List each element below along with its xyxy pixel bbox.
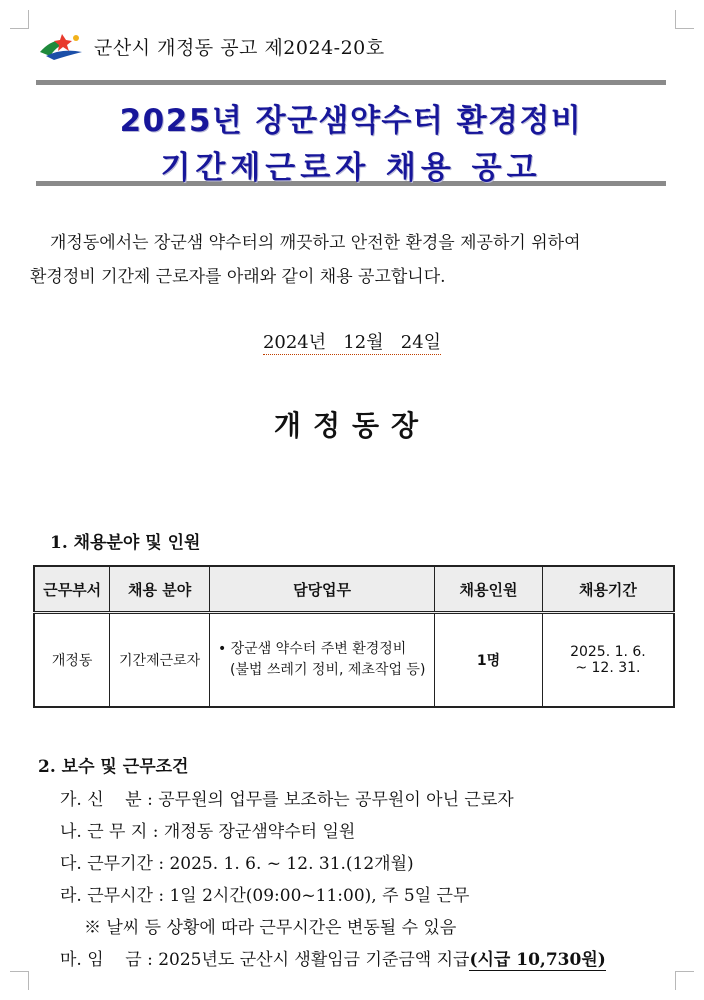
section-2-title-text: 2. 보수 및 근무조건 [38, 757, 189, 777]
section-1-title [50, 528, 200, 553]
list-item [60, 944, 606, 976]
cell-period [542, 613, 674, 708]
condition-label: 라. 근무시간 : [60, 886, 165, 906]
section-1-title-text: 1. 채용분야 및 인원 [50, 533, 201, 553]
notice-date [0, 328, 704, 354]
condition-value: 개정동 장군샘약수터 일원 [163, 822, 356, 842]
title-box [36, 80, 666, 186]
notice-number: 군산시 개정동 공고 제2024-20호 [94, 36, 385, 59]
city-logo-icon [36, 30, 86, 62]
cell-count: 1명 [435, 613, 543, 708]
period-line-2: ~ 12. 31. [575, 660, 641, 676]
condition-note: ※ 날씨 등 상황에 따라 근무시간은 변동될 수 있음 [84, 918, 457, 938]
list-item [60, 784, 606, 816]
condition-value: 공무원의 업무를 보조하는 공무원이 아닌 근로자 [158, 790, 514, 810]
condition-label: 마. 임 금 : [60, 950, 153, 970]
crop-mark-bottom-left [10, 971, 29, 990]
condition-label: 나. 근 무 지 : [60, 822, 159, 842]
crop-mark-top-left [10, 10, 29, 29]
condition-label: 가. 신 분 : [60, 790, 153, 810]
list-item [60, 848, 606, 880]
signatory: 개정동장 [273, 409, 431, 442]
title-line-2: 기간제근로자 채용 공고 [160, 150, 542, 186]
cell-field: 기간제근로자 [110, 613, 210, 708]
condition-label: 다. 근무기간 : [60, 854, 165, 874]
list-item [60, 816, 606, 848]
condition-value: 2025년도 군산시 생활임금 기준금액 지급 [158, 950, 470, 970]
table-row [34, 613, 674, 708]
duty-line-2: (불법 쓰레기 정비, 제초작업 등) [229, 662, 426, 678]
wage-emphasis: (시급 10,730원) [469, 950, 606, 970]
condition-value: 1일 2시간(09:00~11:00), 주 5일 근무 [169, 886, 470, 906]
table-header-row [34, 566, 674, 613]
col-header-field: 채용 분야 [110, 566, 210, 613]
conditions-list [60, 784, 606, 976]
section-2-title [38, 752, 188, 777]
notice-header [36, 30, 385, 62]
list-item [60, 880, 606, 912]
duty-line-1: • 장군샘 약수터 주변 환경정비 [217, 641, 407, 657]
list-item-note [60, 912, 606, 944]
period-line-1: 2025. 1. 6. [570, 644, 646, 660]
title-line-1: 2025년 장군샘약수터 환경정비 [119, 103, 583, 139]
intro-line-1: 개정동에서는 장군샘 약수터의 깨끗하고 안전한 환경을 제공하기 위하여 [50, 233, 581, 253]
crop-mark-top-right [675, 10, 694, 29]
col-header-period: 채용기간 [542, 566, 674, 613]
col-header-dept: 근무부서 [34, 566, 110, 613]
col-header-count: 채용인원 [435, 566, 543, 613]
intro-paragraph [30, 226, 680, 294]
col-header-duty: 담당업무 [209, 566, 434, 613]
condition-value: 2025. 1. 6. ~ 12. 31.(12개월) [169, 854, 414, 874]
cell-dept: 개정동 [34, 613, 110, 708]
notice-date-text: 2024년 12월 24일 [262, 332, 442, 353]
recruitment-table [33, 565, 675, 708]
intro-line-2: 환경정비 기간제 근로자를 아래와 같이 채용 공고합니다. [30, 267, 446, 287]
crop-mark-bottom-right [675, 971, 694, 990]
cell-duty [209, 613, 434, 708]
